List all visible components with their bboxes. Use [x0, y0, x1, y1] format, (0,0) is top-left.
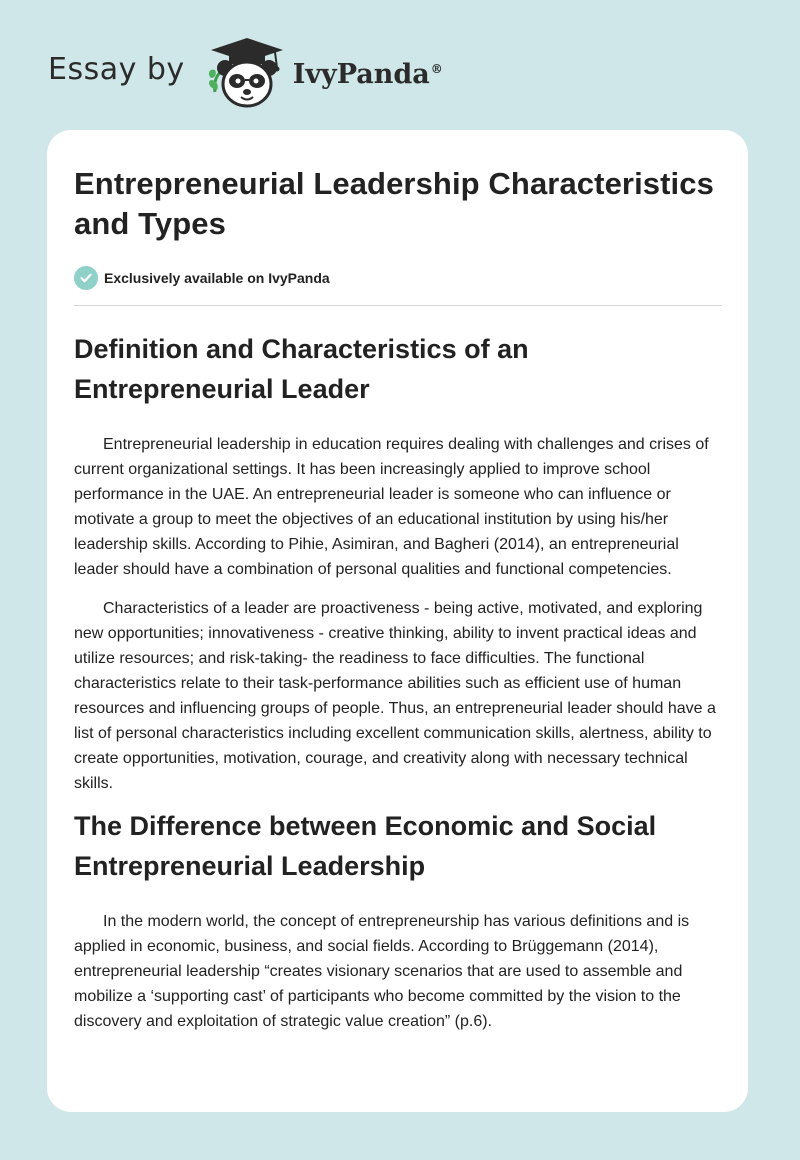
section-heading: The Difference between Economic and Social Entrepreneurial Leadership: [74, 811, 657, 881]
brand-prefix: Essay by: [48, 51, 185, 87]
essay-card: [47, 130, 748, 1112]
registered-mark: ®: [430, 61, 443, 76]
paragraph: Entrepreneurial leadership in education requires dealing with challenges and crises of current organizational settings. It has been increasingly applied to improve school performance in the UAE. An entrepreneurial leader is someone who can influence or motivate a group to meet the objectives of an educational institution by using his/her leadership skills. According to Pihie, Asimiran, and Bagheri (2014), an entrepreneurial leader should have a combination of personal qualities and functional competencies.: [74, 436, 709, 578]
divider: [74, 305, 722, 306]
paragraph: Characteristics of a leader are proactiveness - being active, motivated, and exploring new opportunities; innovativeness - creative thinking, ability to invent practical ideas and utilize resources; and risk-taking- the readiness to face difficulties. The functional characteristics relate to their task-performance abilities such as efficient use of human resources and influencing groups of people. Thus, an entrepreneurial leader should have a list of personal characteristics including excellent communication skills, alertness, ability to create opportunities, motivation, courage, and creativity along with necessary technical skills.: [74, 600, 716, 792]
badge-label: Exclusively available on IvyPanda: [104, 270, 330, 286]
check-icon: [74, 266, 98, 290]
section-heading: Definition and Characteristics of an Entrepreneurial Leader: [74, 334, 529, 404]
paragraph: In the modern world, the concept of entrepreneurship has various definitions and is applied in economic, business, and social fields. According to Brüggemann (2014), entrepreneurial leadership “creates visionary scenarios that are used to assemble and mobilize a ‘supporting cast’ of participants who become committed by the vision to the discovery and exploitation of strategic value creation” (p.6).: [74, 913, 690, 1030]
panda-logo-icon[interactable]: [203, 34, 289, 110]
page-title: Entrepreneurial Leadership Characteristics and Types: [74, 166, 714, 241]
brand-header: [48, 34, 443, 110]
exclusive-badge: [74, 266, 722, 290]
brand-name[interactable]: IvyPanda®: [292, 58, 443, 90]
